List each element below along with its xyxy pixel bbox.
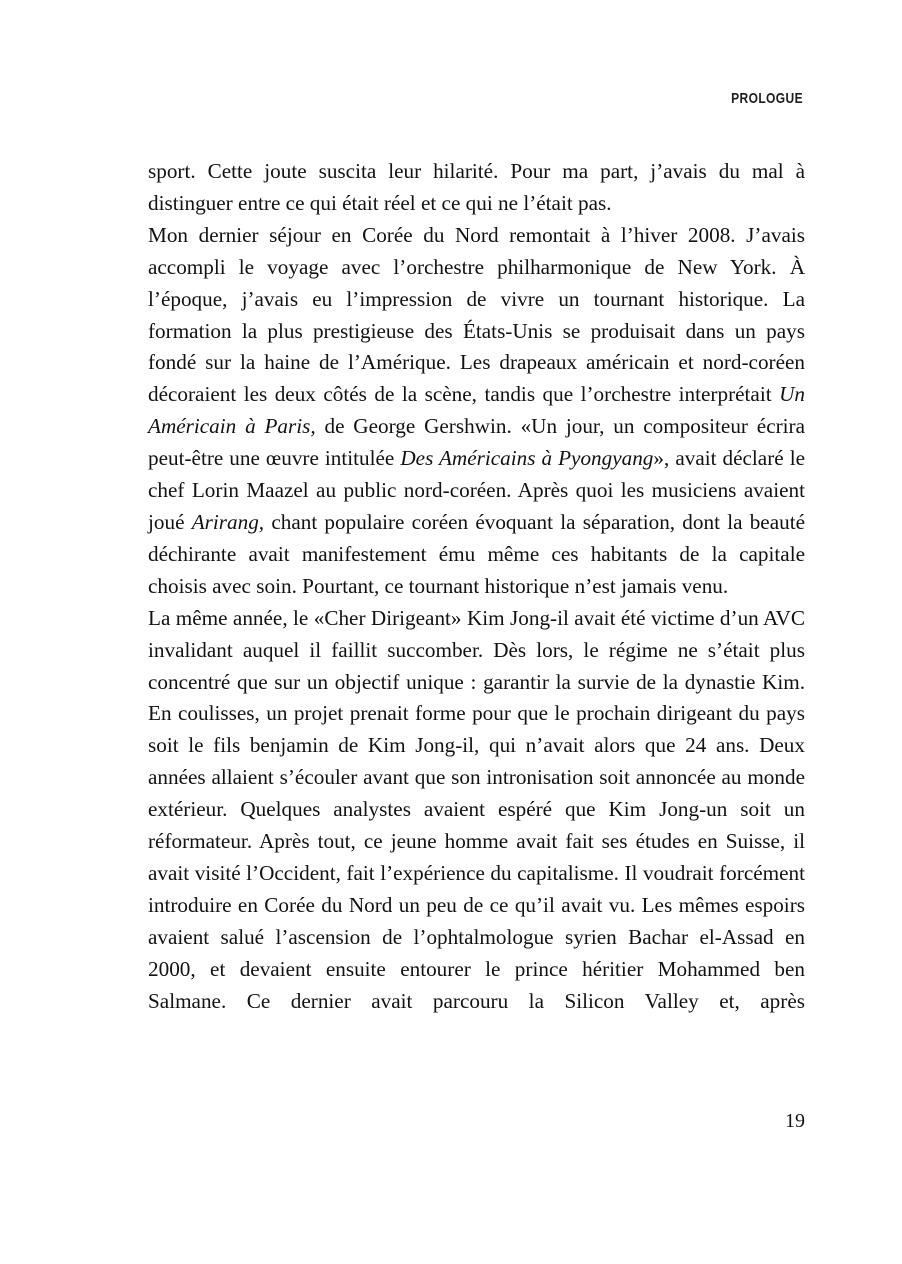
paragraph [148, 156, 805, 220]
italic-title: Un Américain à Paris, [148, 382, 805, 439]
running-head: PROLOGUE [731, 90, 803, 107]
page-number: 19 [785, 1110, 805, 1132]
text-run: Mon dernier séjour en Corée du Nord remontait à l’hiver 2008. J’avais accompli le voyage avec l’orchestre philharmonique de New York. À l’époque, j’avais eu l’impression de vivre un tournant historique. La formation la plus prestigieuse des États-Unis se produisait dans un pays fondé sur la haine de l’Amérique. Les drapeaux américain et nord-coréen décoraient les deux côtés de la scène, tandis que l’orchestre interprétait [148, 222, 805, 407]
text-run: La même année, le «Cher Dirigeant» Kim Jong-il avait été victime d’un AVC invalidant auquel il faillit succomber. Dès lors, le régime ne s’était plus concentré que sur un objectif unique : garantir la survie de la dynastie Kim. En coulisses, un projet prenait forme pour que le prochain dirigeant du pays soit le fils benjamin de Kim Jong-il, qui n’avait alors que 24 ans. Deux années allaient s’écouler avant que son intronisation soit annoncée au monde extérieur. Quelques analystes avaient espéré que Kim Jong-un soit un réformateur. Après tout, ce jeune homme avait fait ses études en Suisse, il avait visité l’Occident, fait l’expérience du capitalisme. Il voudrait forcément introduire en Corée du Nord un peu de ce qu’il avait vu. Les mêmes espoirs avaient salué l’ascension de l’ophtalmologue syrien Bachar el-Assad en 2000, et devaient ensuite entourer le prince héritier Mohammed ben Salmane. Ce dernier avait parcouru la Silicon Valley et, après [148, 605, 805, 1013]
paragraph [148, 603, 805, 1018]
paragraph [148, 220, 805, 603]
italic-title: Des Américains à Pyongyang [400, 446, 654, 471]
body-text-block [148, 156, 805, 1017]
text-run: chant populaire coréen évoquant la séparation, dont la beauté déchirante avait manifestement ému même ces habitants de la capitale choisis avec soin. Pourtant, ce tournant historique n’est jamais venu. [148, 509, 805, 598]
text-run: », avait déclaré le chef Lorin Maazel au public nord-coréen. Après quoi les musiciens avaient joué [148, 446, 805, 534]
text-run: de George Gershwin. «Un jour, un compositeur écrira peut-être une œuvre intitulée [148, 414, 805, 471]
italic-title: Arirang, [191, 509, 265, 534]
text-run: sport. Cette joute suscita leur hilarité. Pour ma part, j’avais du mal à distinguer entre ce qui était réel et ce qui ne l’était pas. [148, 159, 805, 215]
